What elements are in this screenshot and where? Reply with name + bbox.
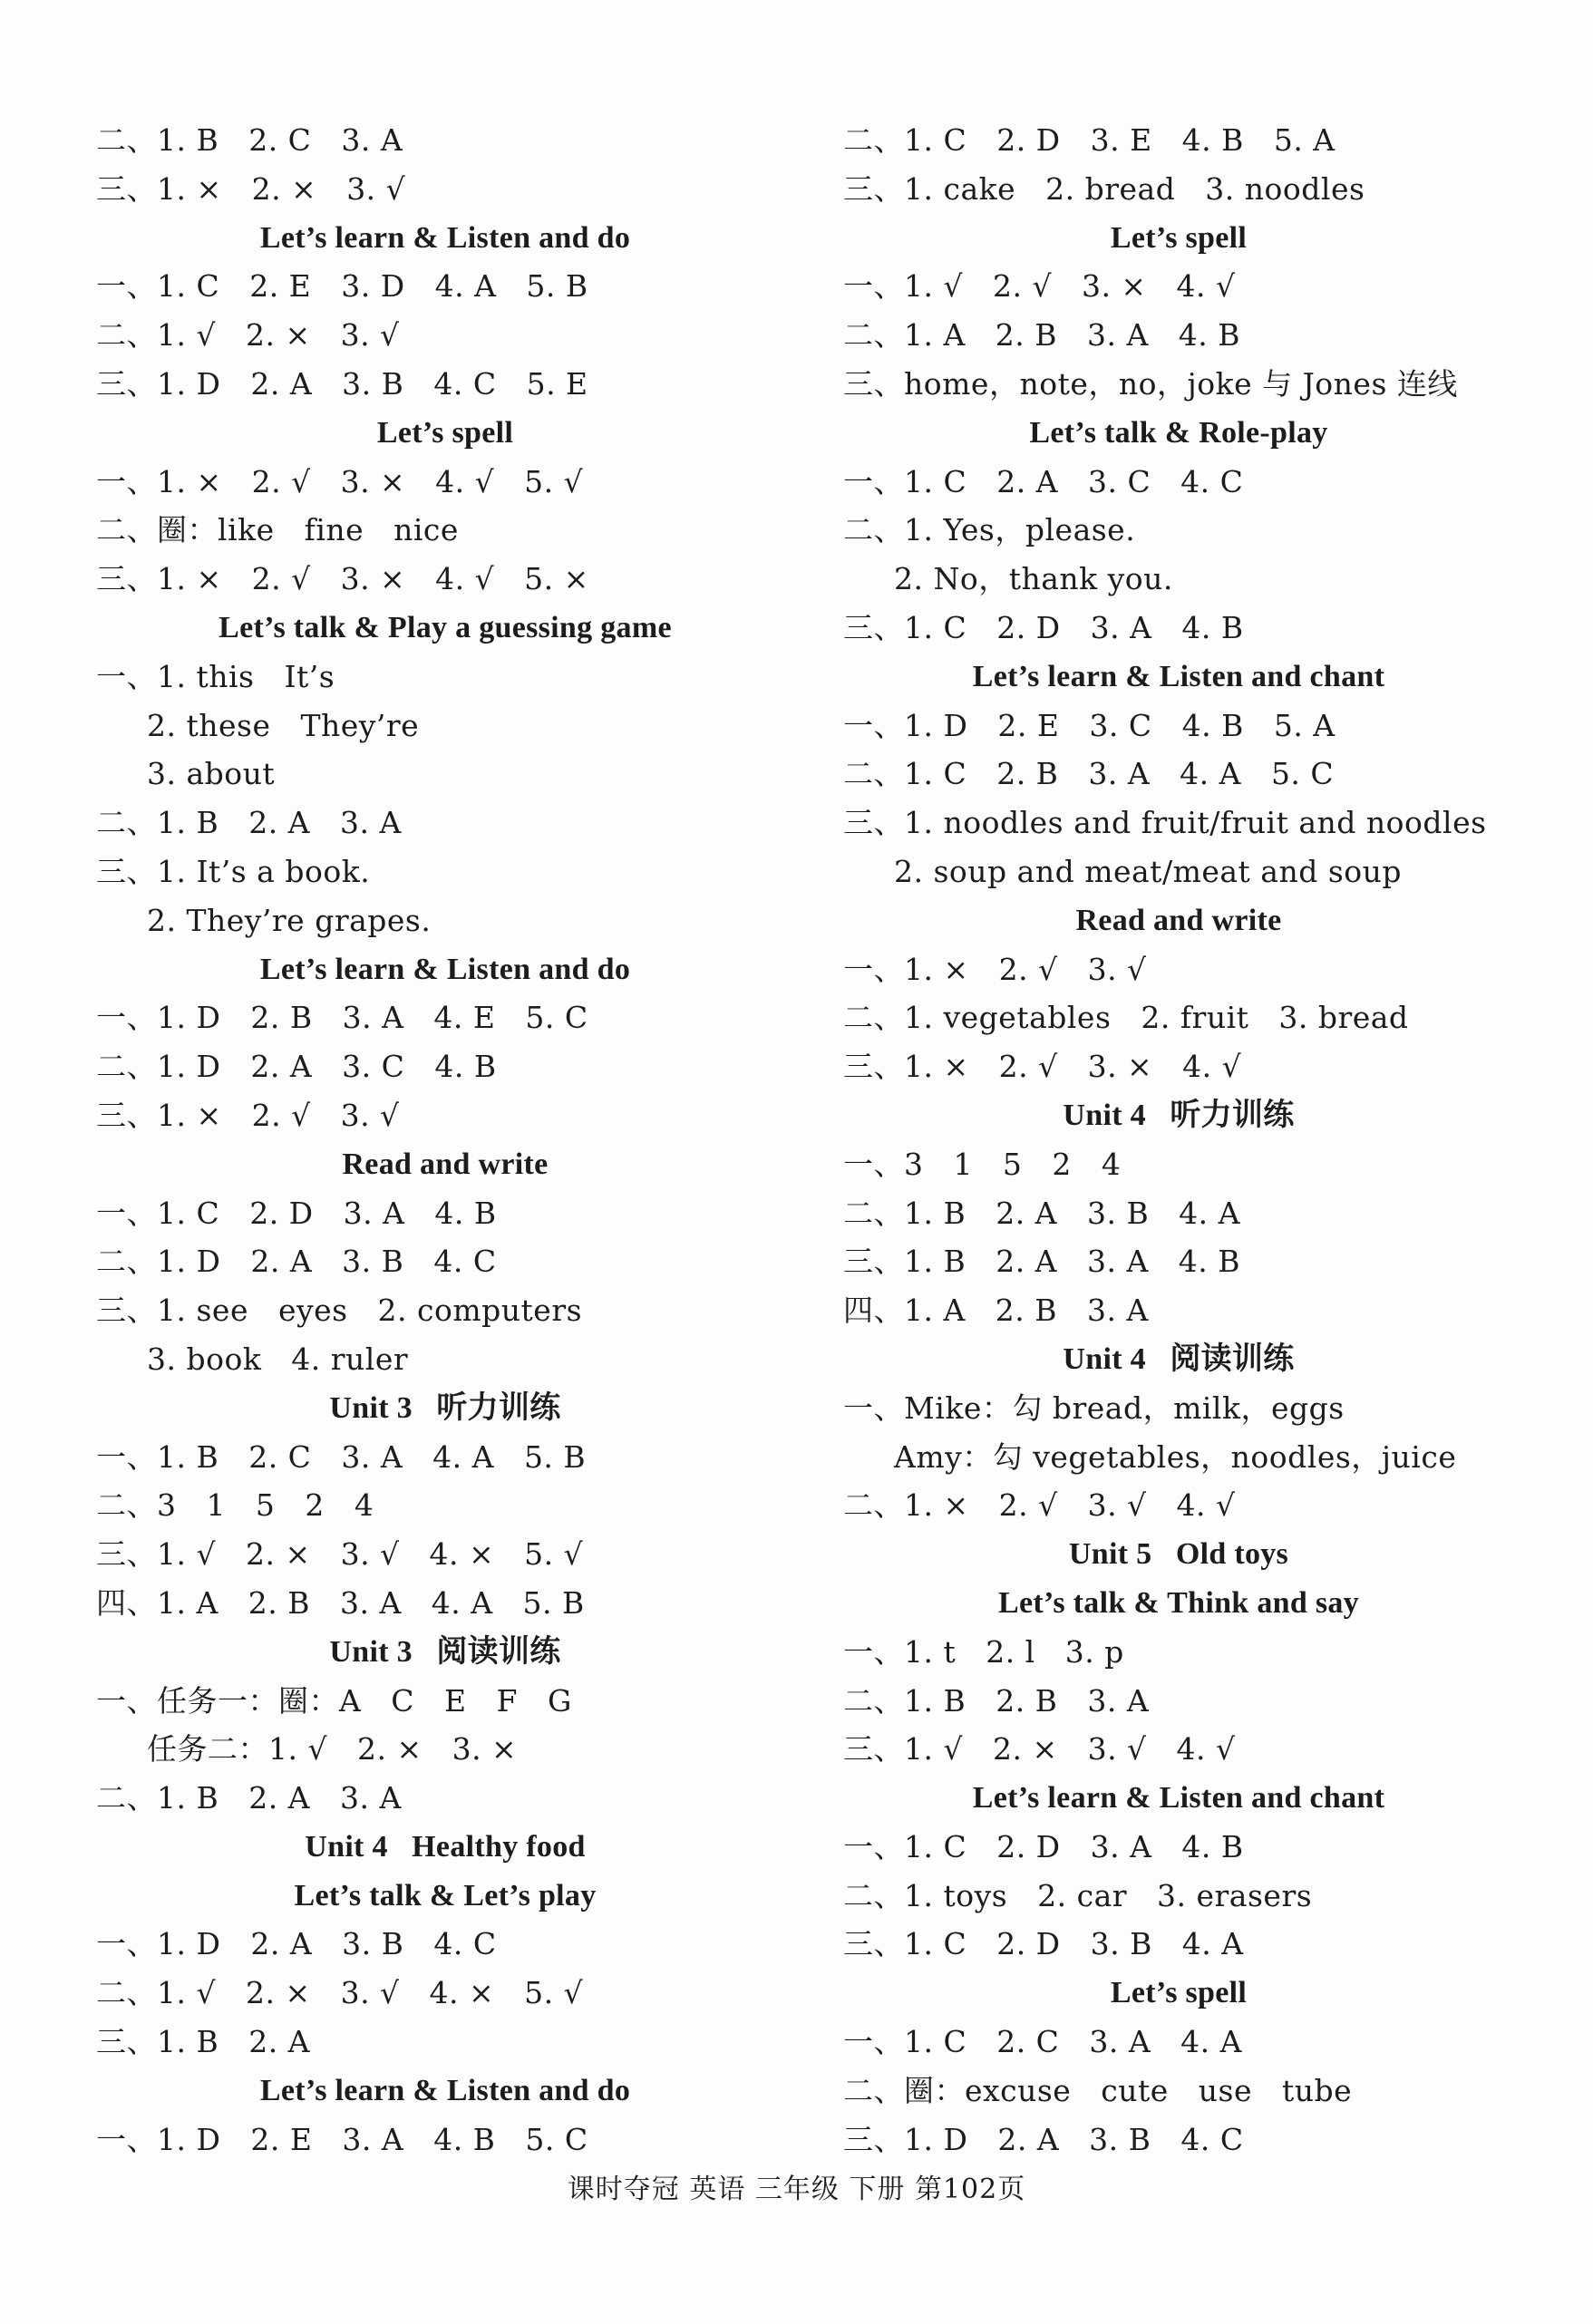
section-heading: Read and write [342, 1147, 549, 1181]
section-heading: Unit 5 Old toys [1068, 1537, 1289, 1572]
answer-line: 一、1. C 2. C 3. A 4. A [843, 2024, 1242, 2060]
answer-line: 二、1. B 2. A 3. A [96, 805, 402, 841]
answer-line: 二、1. toys 2. car 3. erasers [843, 1877, 1313, 1913]
answer-line: 一、1. C 2. E 3. D 4. A 5. B [96, 268, 588, 305]
answer-line: 二、1. × 2. √ 3. √ 4. √ [843, 1487, 1236, 1524]
answer-line: 三、1. C 2. D 3. A 4. B [843, 609, 1244, 645]
section-heading: Unit 3 阅读训练 [329, 1634, 561, 1669]
answer-line: 二、1. B 2. A 3. B 4. A [843, 1195, 1240, 1231]
answer-line: 二、1. A 2. B 3. A 4. B [843, 317, 1240, 353]
answer-line: 三、1. × 2. √ 3. × 4. √ 5. × [96, 561, 589, 597]
section-heading: Let’s talk & Think and say [998, 1585, 1359, 1620]
answer-line: 三、1. × 2. × 3. √ [96, 170, 406, 207]
answer-line: 一、1. B 2. C 3. A 4. A 5. B [96, 1438, 587, 1475]
answer-line: 二、1. D 2. A 3. B 4. C [96, 1244, 497, 1280]
answer-line: 3. about [147, 756, 276, 792]
answer-line: 2. these They’re [147, 707, 420, 743]
left-column [96, 116, 794, 2164]
answer-line: 三、1. It’s a book. [96, 853, 371, 889]
section-heading: Let’s learn & Listen and do [259, 952, 631, 986]
answer-line: 二、1. Yes，please. [843, 512, 1136, 548]
answer-line: 二、圈：like fine nice [96, 512, 459, 548]
answer-line: 三、1. × 2. √ 3. √ [96, 1097, 400, 1133]
answer-line: 一、任务一：圈：A C E F G [96, 1682, 572, 1719]
section-heading: Let’s talk & Let’s play [294, 1878, 597, 1912]
answer-line: 二、1. D 2. A 3. C 4. B [96, 1049, 497, 1085]
answer-line: 二、1. C 2. D 3. E 4. B 5. A [843, 122, 1336, 158]
answer-line: 一、1. × 2. √ 3. √ [843, 951, 1147, 987]
section-heading: Let’s learn & Listen and do [259, 2073, 631, 2107]
section-heading: Let’s learn & Listen and chant [972, 659, 1385, 693]
answer-line: 一、1. √ 2. √ 3. × 4. √ [843, 268, 1236, 305]
section-heading: Let’s spell [1110, 220, 1248, 255]
section-heading: Let’s spell [376, 415, 514, 450]
answer-line: 一、Mike：勾 bread，milk，eggs [843, 1390, 1345, 1426]
answer-line: Amy：勾 vegetables，noodles，juice [894, 1438, 1457, 1475]
answer-line: 四、1. A 2. B 3. A [843, 1293, 1149, 1329]
answer-line: 一、3 1 5 2 4 [843, 1146, 1122, 1182]
answer-line: 二、1. C 2. B 3. A 4. A 5. C [843, 756, 1335, 792]
answer-line: 3. book 4. ruler [147, 1341, 409, 1377]
answer-line: 四、1. A 2. B 3. A 4. A 5. B [96, 1584, 585, 1621]
page-footer: 课时夺冠 英语 三年级 下册 第102页 [567, 2174, 1026, 2205]
answer-line: 三、1. D 2. A 3. B 4. C [843, 2121, 1244, 2157]
answer-line: 一、1. C 2. D 3. A 4. B [843, 1828, 1244, 1864]
answer-line: 二、1. vegetables 2. fruit 3. bread [843, 1000, 1409, 1036]
answer-line: 二、圈：excuse cute use tube [843, 2072, 1353, 2108]
section-heading: Let’s learn & Listen and chant [972, 1781, 1385, 1816]
answer-line: 三、1. B 2. A [96, 2024, 311, 2060]
section-heading: Let’s learn & Listen and do [259, 220, 631, 255]
answer-line: 2. soup and meat/meat and soup [894, 853, 1403, 889]
answer-line: 三、home，note，no，joke 与 Jones 连线 [843, 365, 1458, 402]
answer-line: 三、1. √ 2. × 3. √ 4. × 5. √ [96, 1536, 584, 1573]
answer-line: 二、1. B 2. A 3. A [96, 1780, 402, 1816]
answer-line: 一、1. D 2. B 3. A 4. E 5. C [96, 1000, 588, 1036]
section-heading: Let’s talk & Play a guessing game [219, 610, 672, 644]
answer-line: 三、1. cake 2. bread 3. noodles [843, 170, 1365, 207]
answer-line: 三、1. C 2. D 3. B 4. A [843, 1926, 1244, 1962]
answer-line: 三、1. D 2. A 3. B 4. C 5. E [96, 365, 588, 402]
answer-line: 一、1. D 2. E 3. A 4. B 5. C [96, 2121, 588, 2157]
answer-line: 任务二：1. √ 2. × 3. × [147, 1731, 518, 1767]
answer-line: 一、1. t 2. l 3. p [843, 1633, 1124, 1670]
answer-line: 2. They’re grapes. [147, 902, 432, 938]
answer-line: 三、1. × 2. √ 3. × 4. √ [843, 1049, 1242, 1085]
answer-line: 一、1. C 2. A 3. C 4. C [843, 463, 1244, 499]
answer-line: 三、1. see eyes 2. computers [96, 1293, 583, 1329]
answer-line: 二、3 1 5 2 4 [96, 1487, 374, 1524]
right-column [843, 116, 1514, 2164]
section-heading: Let’s spell [1110, 1976, 1248, 2010]
answer-line: 二、1. B 2. C 3. A [96, 122, 403, 158]
answer-line: 一、1. C 2. D 3. A 4. B [96, 1195, 497, 1231]
answer-line: 一、1. × 2. √ 3. × 4. √ 5. √ [96, 463, 584, 499]
answer-line: 二、1. √ 2. × 3. √ [96, 317, 400, 353]
answer-line: 2. No，thank you. [894, 561, 1173, 597]
section-heading: Read and write [1075, 903, 1282, 937]
answer-line: 一、1. this It’s [96, 658, 335, 694]
answer-line: 一、1. D 2. E 3. C 4. B 5. A [843, 707, 1336, 743]
section-heading: Unit 3 听力训练 [329, 1390, 561, 1425]
answer-line: 二、1. B 2. B 3. A [843, 1682, 1150, 1719]
answer-line: 三、1. √ 2. × 3. √ 4. √ [843, 1731, 1236, 1767]
answer-line: 二、1. √ 2. × 3. √ 4. × 5. √ [96, 1975, 584, 2011]
answer-line: 三、1. noodles and fruit/fruit and noodles [843, 805, 1487, 841]
answer-line: 一、1. D 2. A 3. B 4. C [96, 1926, 497, 1962]
answer-line: 三、1. B 2. A 3. A 4. B [843, 1244, 1240, 1280]
section-heading: Unit 4 听力训练 [1063, 1098, 1295, 1132]
section-heading: Unit 4 阅读训练 [1063, 1341, 1295, 1376]
section-heading: Let’s talk & Role-play [1029, 415, 1328, 450]
section-heading: Unit 4 Healthy food [305, 1829, 586, 1864]
